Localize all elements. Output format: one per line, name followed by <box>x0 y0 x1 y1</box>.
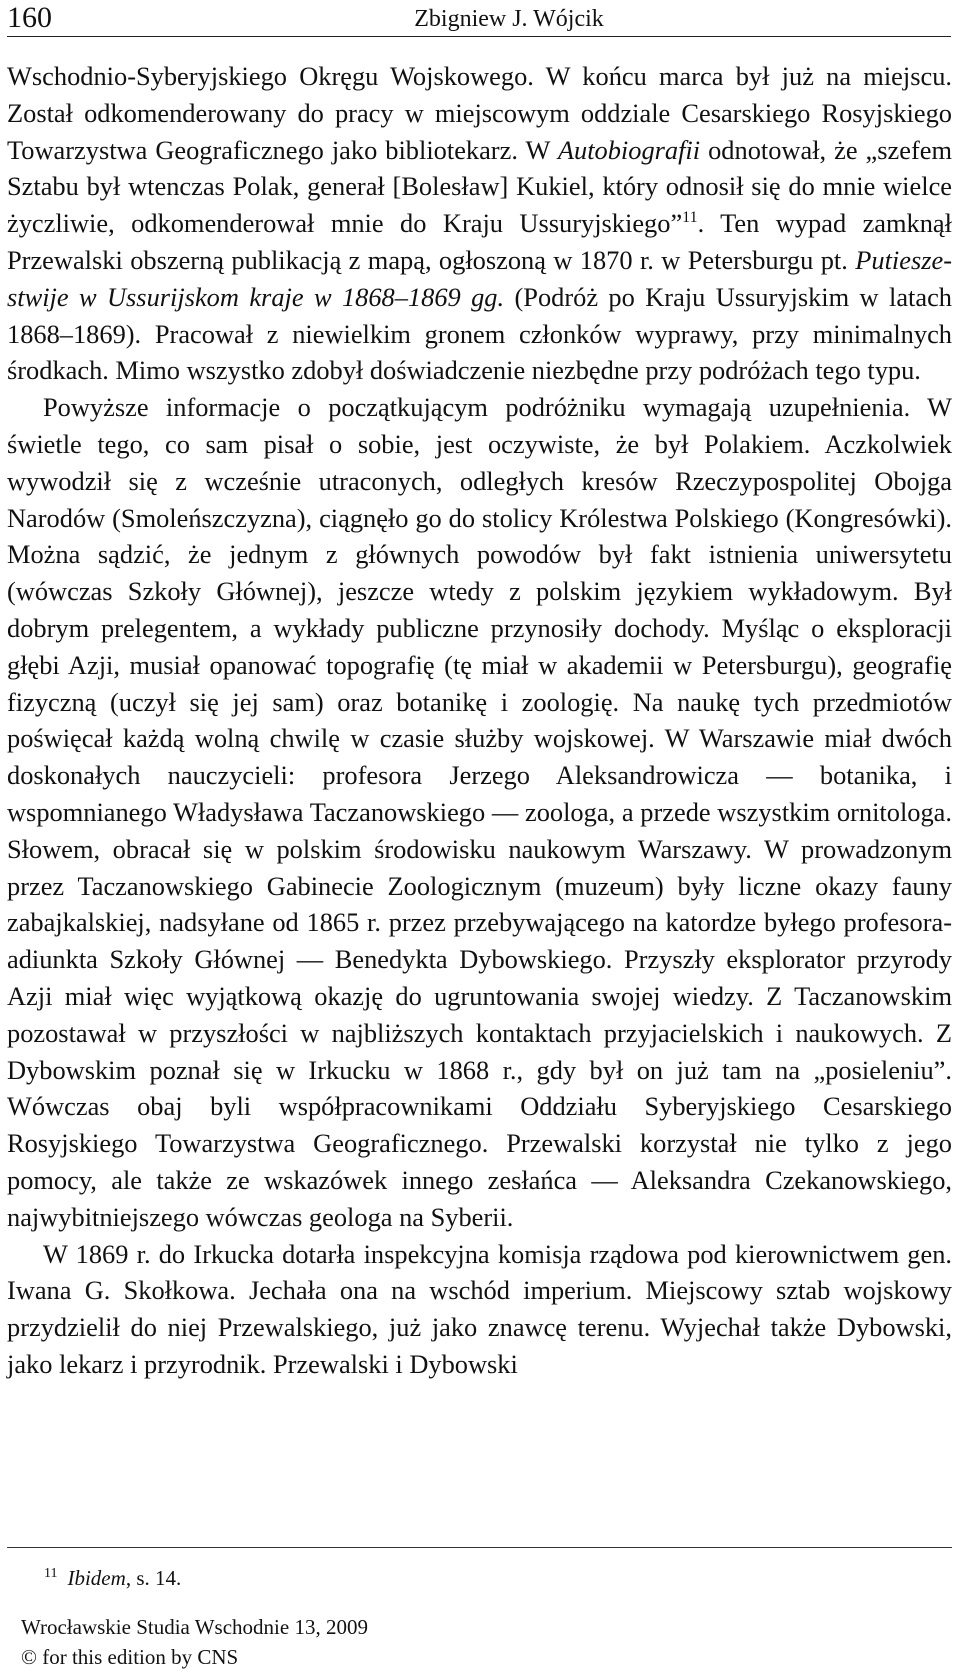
paragraph-1-text-c: odnotował, że „szefem Sztabu był wtenczas Polak, generał [Bolesław] Kukiel, który odnosił się do mnie wielce życzliwie, odkomenderował mnie do Kraju Ussuryjskiego” <box>7 134 952 239</box>
footnote-reference: 11 <box>682 209 698 227</box>
publication-title: Putieszestwije w Ussurijskom kraje w 1868–1869 gg. <box>7 244 952 312</box>
footnote-number: 11 <box>44 1566 58 1581</box>
running-head-author: Zbigniew J. Wójcik <box>414 6 604 32</box>
journal-citation: Wrocławskie Studia Wschodnie 13, 2009 <box>21 1615 368 1639</box>
paragraph-1-text-f: (Podróż po Kraju Ussuryjskim w latach 1868–1869). Pracował z niewielkim gronem członków wyprawy, przy minimalnych środkach. Mimo wszystko zdobył doświadczenie niezbędne przy podróżach tego typu. <box>7 281 952 386</box>
copyright-notice: © for this edition by CNS <box>21 1645 239 1669</box>
page-number: 160 <box>7 1 52 34</box>
footnote <box>44 1560 181 1592</box>
footnote-ibidem: Ibidem <box>67 1566 126 1590</box>
page-footer <box>21 1612 368 1672</box>
footnote-divider <box>7 1547 952 1548</box>
page-header <box>7 0 951 37</box>
paragraph-3: W 1869 r. do Irkucka dotarła inspekcyjna komisja rządowa pod kierownictwem gen. Iwana G. Skołkowa. Jechała ona na wschód imperium. Miejscowy sztab wojskowy przydzielił do niej Przewalskiego, już jako znawcę terenu. Wyjechał także Dybowski, jako lekarz i przyrodnik. Przewalski i Dybowski <box>7 1238 952 1379</box>
body-text <box>7 58 952 1383</box>
footnote-text: , s. 14. <box>125 1566 182 1590</box>
paragraph-2: Powyższe informacje o początkującym podróżniku wymagają uzupełnienia. W świetle tego, co sam pisał o sobie, jest oczywiste, że był Polakiem. Aczkolwiek wywodził się z wcześnie utraconych, odległych kresów Rzeczypospolitej Obojga Narodów (Smoleńszczyzna), ciągnęło go do stolicy Królestwa Polskiego (Kongresówki). Można sądzić, że jednym z głównych powodów był fakt istnienia uniwersytetu (wówczas Szkoły Głównej), jeszcze wtedy z polskim językiem wykładowym. Był dobrym prelegentem, a wykłady publiczne przynosiły dochody. Myśląc o eksploracji głębi Azji, musiał opanować topografię (tę miał w akademii w Petersburgu), geografię fizyczną (uczył się jej sam) oraz botanikę i zoologię. Na naukę tych przedmiotów poświęcał każdą wolną chwilę w czasie służby wojskowej. W Warszawie miał dwóch doskonałych nauczycieli: profesora Jerzego Aleksandrowicza — botanika, i wspomnianego Władysława Taczanowskiego — zoologa, a przede wszystkim ornitologa. Słowem, obracał się w polskim środowisku naukowym Warszawy. W prowadzonym przez Taczanowskiego Gabinecie Zoologicznym (muzeum) były liczne okazy fauny zabajkalskiej, nadsyłane od 1865 r. przez przebywającego na katordze byłego profesora-adiunkta Szkoły Głównej — Benedykta Dybowskiego. Przyszły eksplorator przyrody Azji miał więc wyjątkową okazję do ugruntowania swojej wiedzy. Z Taczanowskim pozostawał w przyszłości w najbliższych kontaktach przyjacielskich i naukowych. Z Dybowskim poznał się w Irkucku w 1868 r., gdy był on już tam na „posieleniu”. Wówczas obaj byli współpracownikami Oddziału Syberyjskiego Cesarskiego Rosyjskiego Towarzystwa Geograficznego. Przewalski korzystał nie tylko z jego pomocy, ale także ze wskazówek innego zesłańca — Aleksandra Czekanowskiego, najwybitniejszego wówczas geologa na Syberii. <box>7 392 952 1232</box>
paragraph-1-text-a: Wschodnio-Syberyjskiego Okręgu Wojskowego. W końcu marca był już na miejscu. Został odkomenderowany do pracy w miejscowym oddziale Cesarskiego Rosyjskiego Towarzystwa Geograficznego jako bibliotekarz. W <box>7 61 952 165</box>
paragraph-1 <box>7 58 952 389</box>
paragraph-1-text-d: . Ten wypad zamknął Przewalski obszerną publikacją z mapą, ogłoszoną w 1870 r. w Petersburgu pt. <box>7 208 952 275</box>
title-autobiografii: Autobiografii <box>557 134 701 165</box>
